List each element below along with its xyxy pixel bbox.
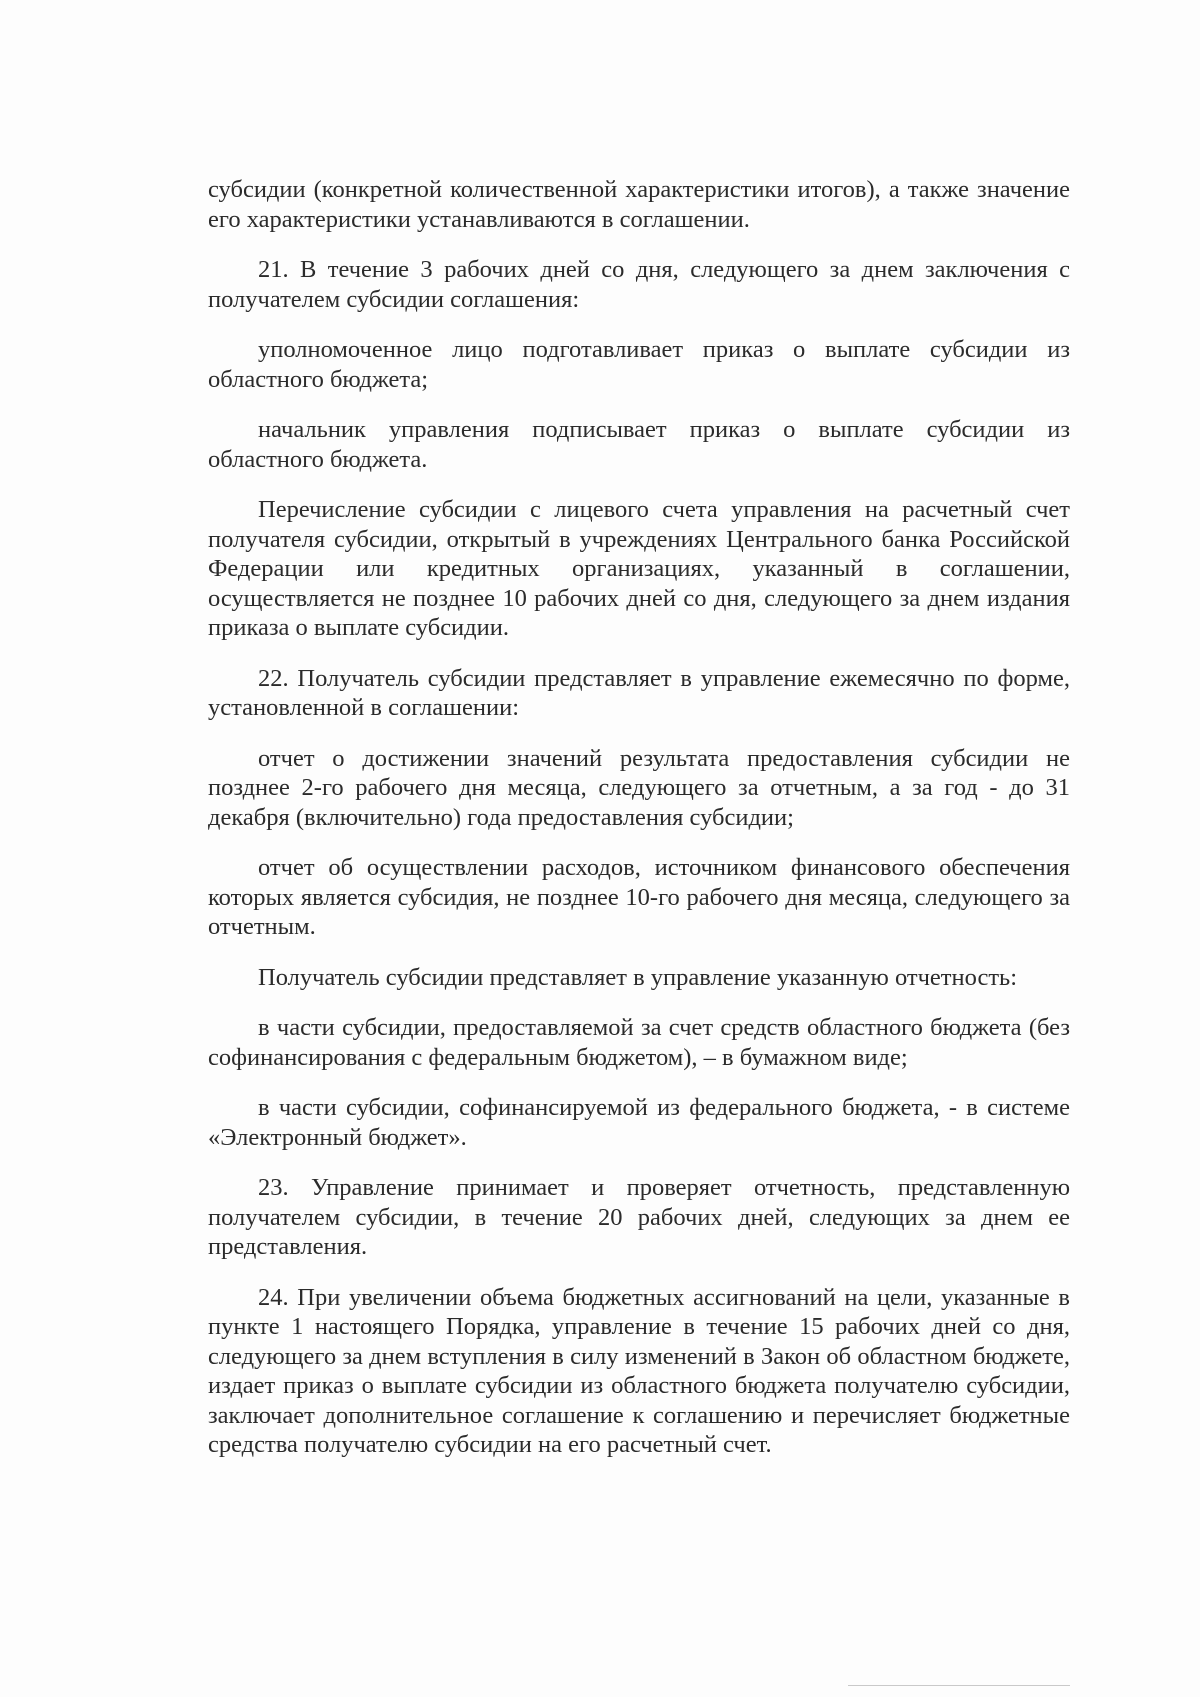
paragraph-continuation: субсидии (конкретной количественной характеристики итогов), а также значение его характеристики устанавливаются в соглашении.	[208, 176, 1070, 233]
paragraph-results-report: отчет о достижении значений результата предоставления субсидии не позднее 2-го рабочего дня месяца, следующего за отчетным, а за год - до 31 декабря (включительно) года предоставления субсидии;	[208, 744, 1070, 831]
paragraph-item-24: 24. При увеличении объема бюджетных ассигнований на цели, указанные в пункте 1 настоящего Порядка, управление в течение 15 рабочих дней со дня, следующего за днем вступления в силу изменений в Закон об областном бюджете, издает приказ о выплате субсидии из областного бюджета получателю субсидии, заключает дополнительное соглашение к соглашению и перечисляет бюджетные средства получателю субсидии на его расчетный счет.	[208, 1283, 1070, 1458]
paragraph-authorized-person: уполномоченное лицо подготавливает приказ о выплате субсидии из областного бюджета;	[208, 336, 1070, 393]
paragraph-item-22: 22. Получатель субсидии представляет в управление ежемесячно по форме, установленной в соглашении:	[208, 664, 1070, 721]
paragraph-head-signs: начальник управления подписывает приказ о выплате субсидии из областного бюджета.	[208, 416, 1070, 473]
document-body	[208, 175, 1070, 1481]
paragraph-electronic-budget: в части субсидии, софинансируемой из федерального бюджета, - в системе «Электронный бюджет».	[208, 1094, 1070, 1151]
scan-edge-mark	[848, 1685, 1070, 1686]
paragraph-item-23: 23. Управление принимает и проверяет отчетность, представленную получателем субсидии, в течение 20 рабочих дней, следующих за днем ее представления.	[208, 1174, 1070, 1260]
paragraph-reporting: Получатель субсидии представляет в управление указанную отчетность:	[258, 963, 1018, 991]
paragraph-expenses-report: отчет об осуществлении расходов, источником финансового обеспечения которых является субсидия, не позднее 10-го рабочего дня месяца, следующего за отчетным.	[208, 854, 1070, 940]
paragraph-transfer: Перечисление субсидии с лицевого счета управления на расчетный счет получателя субсидии, открытый в учреждениях Центрального банка Российской Федерации или кредитных организациях, указанный в соглашении, осуществляется не позднее 10 рабочих дней со дня, следующего за днем издания приказа о выплате субсидии.	[208, 496, 1070, 641]
paragraph-item-21: 21. В течение 3 рабочих дней со дня, следующего за днем заключения с получателем субсидии соглашения:	[208, 256, 1070, 313]
paragraph-paper-form: в части субсидии, предоставляемой за счет средств областного бюджета (без софинансирования с федеральным бюджетом), – в бумажном виде;	[208, 1014, 1070, 1071]
